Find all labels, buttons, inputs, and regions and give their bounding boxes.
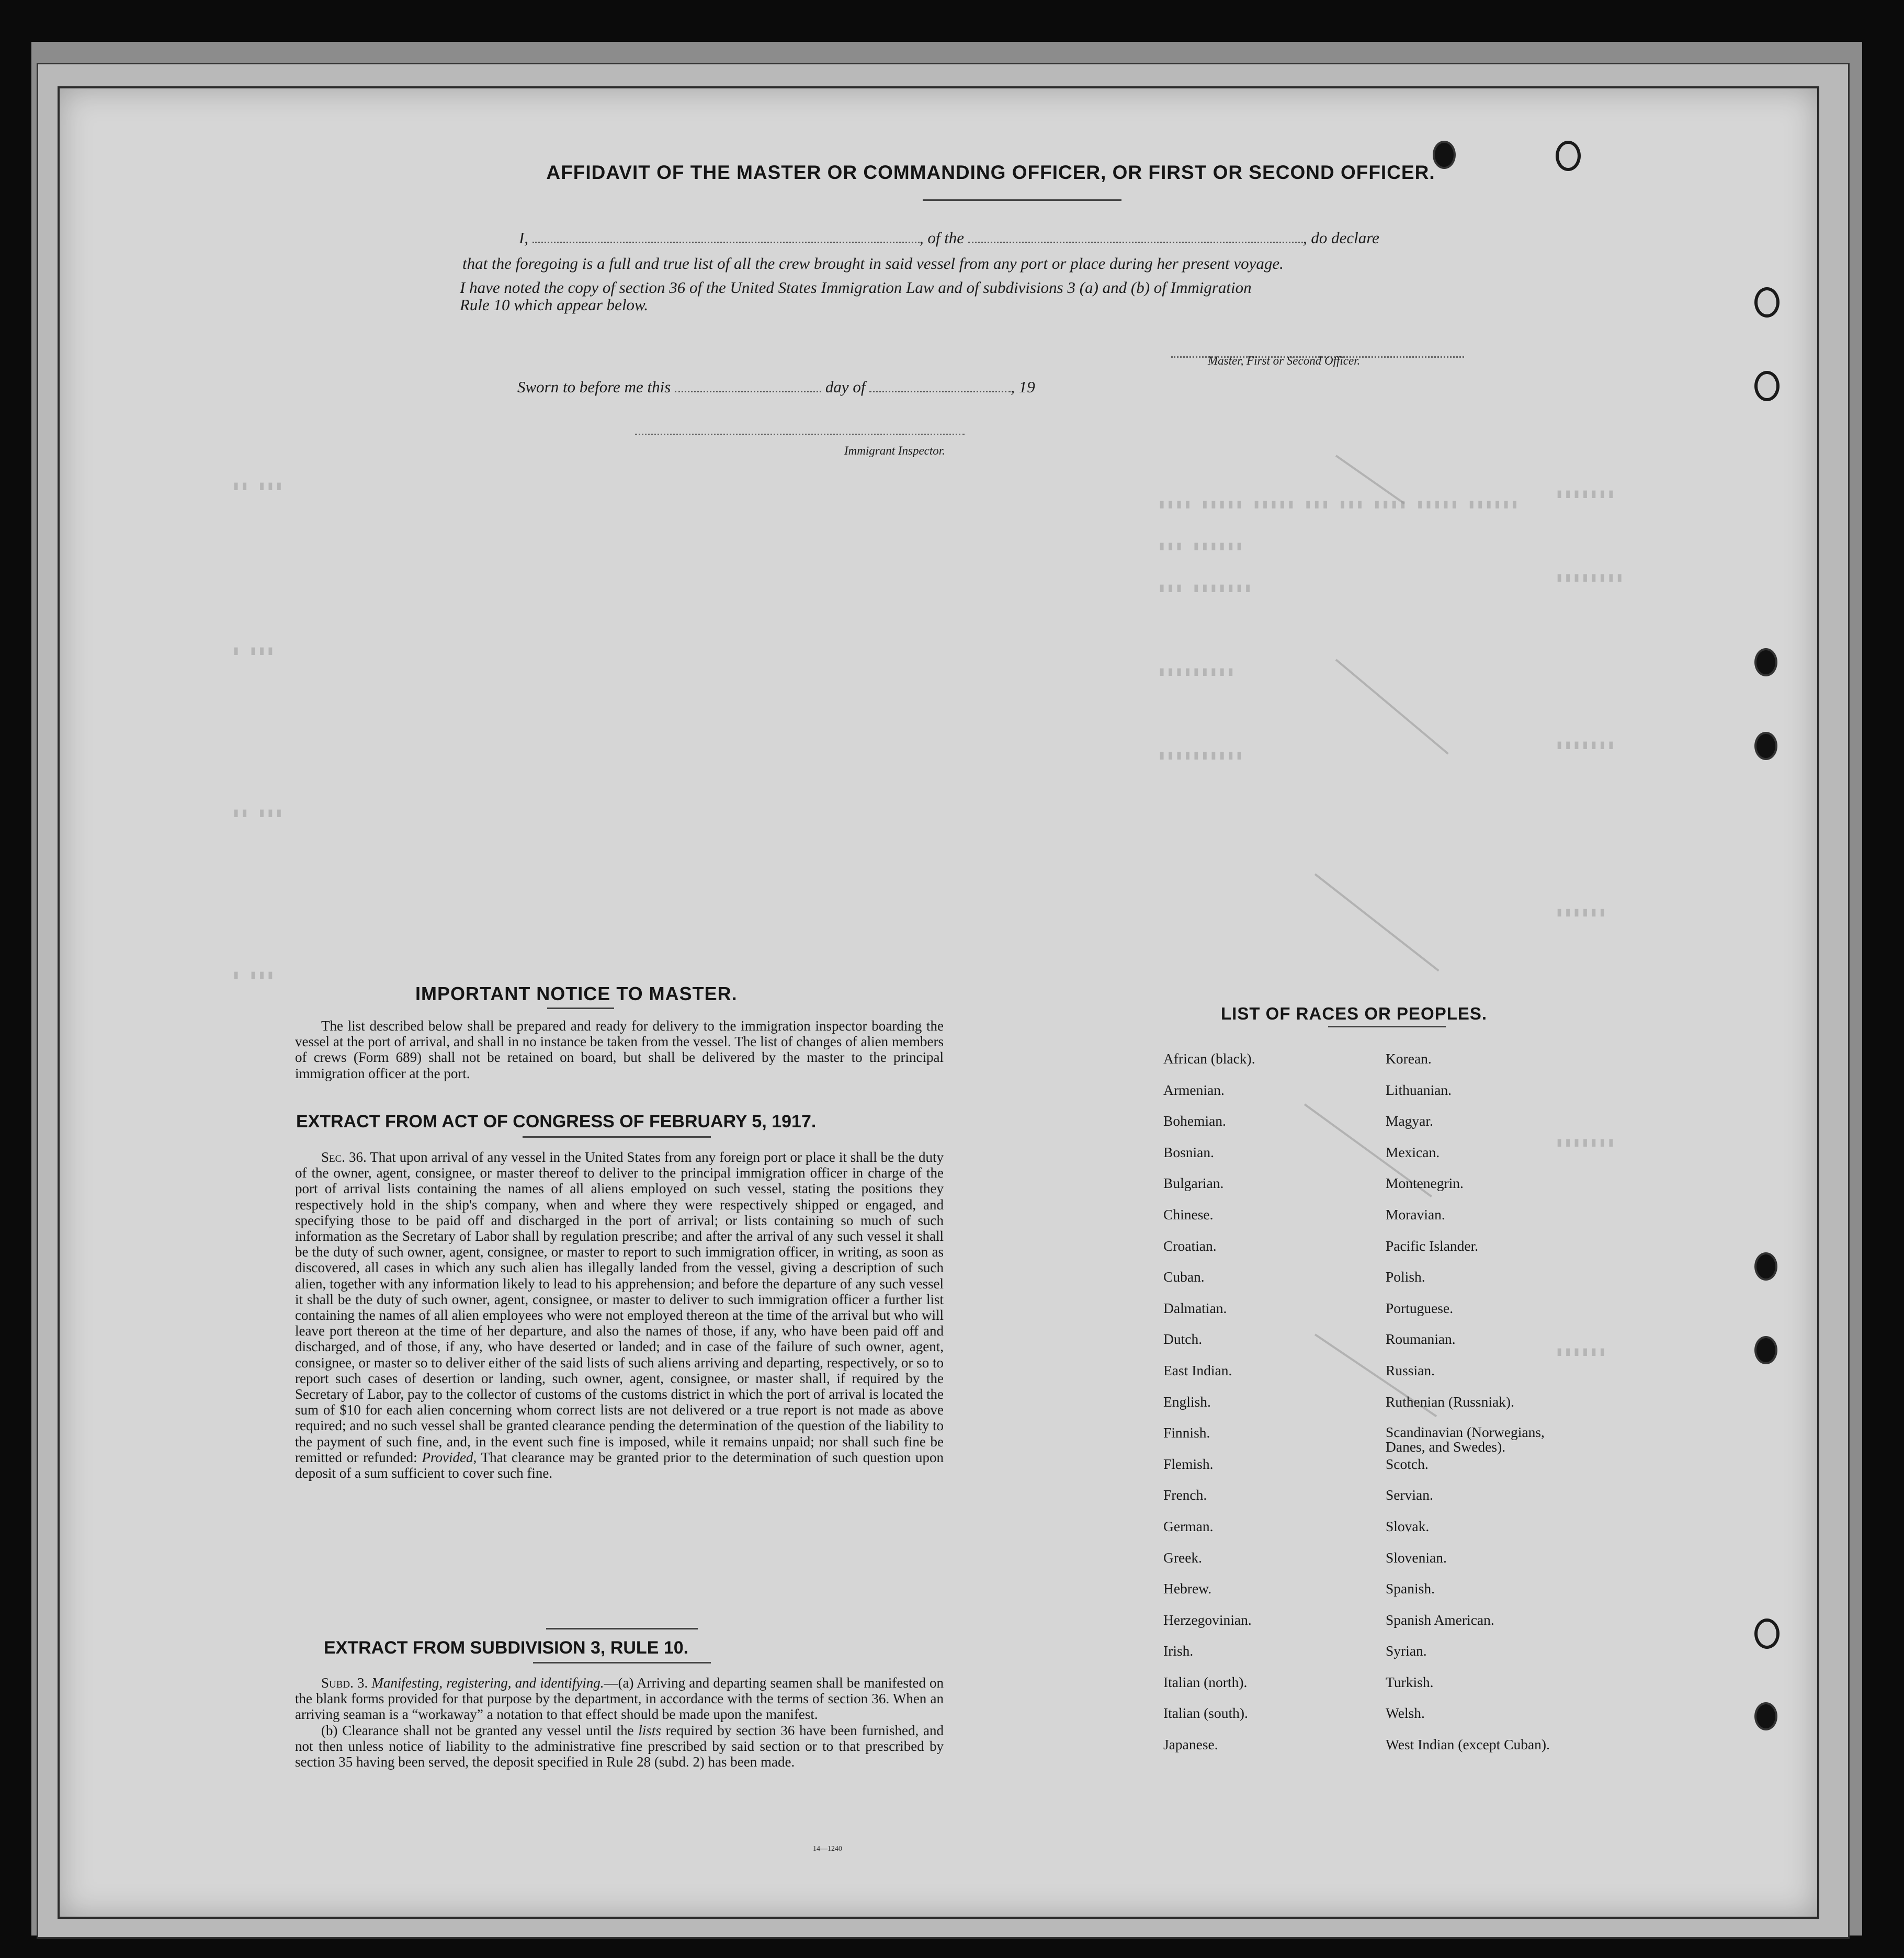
race-item: Herzegovinian. — [1163, 1611, 1252, 1628]
affidavit-declaration-line — [519, 229, 1379, 247]
master-caption: Master, First or Second Officer. — [1208, 354, 1361, 367]
affidavit-i-label: I, — [519, 229, 529, 247]
race-item: Pacific Islander. — [1386, 1237, 1479, 1254]
act-section-number: Sec. 36. — [321, 1149, 367, 1165]
vessel-blank[interactable] — [968, 242, 1303, 243]
race-item: Finnish. — [1163, 1424, 1210, 1441]
race-item: Mexican. — [1386, 1144, 1440, 1160]
act-proviso-text: That clearance may be granted prior to the determination of such question upon deposit of a sum sufficient to cover such fine. — [295, 1449, 944, 1481]
affidavit-of-label: , of the — [919, 229, 965, 247]
sworn-month-blank[interactable] — [869, 391, 1011, 392]
race-item: Syrian. — [1386, 1643, 1427, 1659]
race-item: Bosnian. — [1163, 1144, 1215, 1160]
race-item: East Indian. — [1163, 1362, 1232, 1378]
race-item: Montenegrin. — [1386, 1175, 1464, 1192]
binder-hole-icon — [1754, 1619, 1780, 1649]
race-item: Chinese. — [1163, 1206, 1214, 1223]
race-item: Slovak. — [1386, 1518, 1430, 1534]
rule-text-a: —(a) Arriving and departing seamen shall be manifested on the blank forms provided for that purpose by the department, in accordance with the terms of section 36. When an arriving seaman is a “workaway” a notation to that effect should be made upon the manifest. — [295, 1675, 944, 1723]
race-item: Portuguese. — [1386, 1299, 1454, 1316]
race-item: Korean. — [1386, 1050, 1432, 1067]
race-item: Italian (south). — [1163, 1705, 1248, 1722]
binder-hole-icon — [1754, 371, 1780, 401]
binder-hole-icon — [1754, 287, 1780, 318]
rule-text-b-suffix: required by section 36 have been furnished, and not then unless notice of liability to the administrative fine prescribed by said section or to that prescribed by section 35 having been served, the deposit specified in Rule 28 (subd. 2) has been made. — [295, 1722, 944, 1770]
race-item: Slovenian. — [1386, 1549, 1447, 1566]
title-underline — [923, 199, 1121, 201]
race-item: Moravian. — [1386, 1206, 1445, 1223]
race-item: Greek. — [1163, 1549, 1203, 1566]
race-item: Dutch. — [1163, 1331, 1203, 1348]
name-blank[interactable] — [532, 242, 920, 243]
rule-extract-text — [295, 1675, 944, 1770]
faded-crew-row: ▮▮▮▮▮▮▮▮ — [1556, 570, 1625, 584]
race-item: Roumanian. — [1386, 1331, 1456, 1348]
affidavit-text-line: that the foregoing is a full and true list of all the crew brought in said vessel from any port or place during her present voyage. — [462, 254, 1284, 273]
inspector-caption: Immigrant Inspector. — [844, 444, 945, 457]
act-extract-title: EXTRACT FROM ACT OF CONGRESS OF FEBRUARY 5, 1917. — [296, 1112, 817, 1131]
check-mark-stroke — [1314, 873, 1440, 971]
faded-crew-row: ▮▮▮▮▮▮▮▮▮▮ — [1158, 748, 1244, 762]
race-item: Turkish. — [1386, 1673, 1434, 1690]
faded-crew-row: ▮▮▮ ▮▮▮▮▮▮▮ — [1158, 580, 1253, 595]
race-item: German. — [1163, 1518, 1214, 1534]
races-right-column — [1386, 1051, 1584, 1768]
race-item: Scandinavian (Norwegians, Danes, and Swedes). — [1386, 1424, 1545, 1455]
race-item: Ruthenian (Russniak). — [1386, 1393, 1514, 1410]
act-proviso-word: Provided, — [422, 1449, 477, 1465]
sworn-line — [517, 378, 1035, 397]
races-underline — [1328, 1026, 1446, 1027]
races-title: LIST OF RACES OR PEOPLES. — [1221, 1004, 1488, 1023]
form-number: 14—1240 — [813, 1845, 842, 1853]
race-item: African (black). — [1163, 1050, 1255, 1067]
affidavit-text-line: I have noted the copy of section 36 of the United States Immigration Law and of subdivisions 3 (a) and (b) of Immigration — [460, 278, 1252, 297]
check-mark-stroke — [1335, 659, 1449, 754]
race-item: Servian. — [1386, 1487, 1433, 1503]
binder-hole-icon — [1754, 1252, 1777, 1281]
binder-hole-icon — [1754, 1702, 1777, 1730]
race-item: English. — [1163, 1393, 1211, 1410]
rule-extract-title: EXTRACT FROM SUBDIVISION 3, RULE 10. — [324, 1638, 689, 1658]
rule-text-b-lists: lists — [638, 1722, 661, 1738]
race-item: Dalmatian. — [1163, 1299, 1227, 1316]
faded-crew-row: ▮▮▮▮▮▮▮ — [1556, 737, 1616, 752]
day-of-label: day of — [825, 378, 866, 396]
race-item: Hebrew. — [1163, 1580, 1212, 1597]
race-item: French. — [1163, 1487, 1207, 1503]
binder-hole-icon — [1754, 732, 1777, 760]
faded-crew-row: ▮ ▮▮▮ — [232, 643, 276, 658]
notice-underline — [547, 1008, 614, 1009]
manifest-sheet — [58, 86, 1819, 1919]
races-left-column — [1163, 1051, 1255, 1768]
faded-crew-row: ▮▮▮▮▮▮ — [1556, 904, 1607, 919]
faded-crew-row: ▮▮▮▮ ▮▮▮▮▮ ▮▮▮▮▮ ▮▮▮ ▮▮▮ ▮▮▮▮ ▮▮▮▮▮ ▮▮▮▮▮▮ — [1158, 496, 1520, 511]
notice-text: The list described below shall be prepared and ready for delivery to the immigration inspector boarding the vessel at the port of arrival, and shall in no instance be taken from the vessel. The list of changes of alien members of crews (Form 689) shall not be retained on board, but shall be delivered by the master to the principal immigration officer at the port. — [295, 1018, 944, 1081]
act-section-body: That upon arrival of any vessel in the United States from any foreign port or place it shall be the duty of the owner, agent, consignee, or master thereof to deliver to the principal immigration officer in charge of the port of arrival lists containing the names of all aliens employed on such vessel, stating the positions they respectively hold in the ship's company, when and where they were respectively shipped or engaged, and specifying those to be paid off and discharged in the port of arrival; or lists containing so much of such information as the Secretary of Labor shall by regulation prescribe; and after the arrival of any such vessel it shall be the duty of such owner, agent, consignee, or master to report to such immigration officer, in writing, as soon as discovered, all cases in which any such alien has illegally landed from the vessel, giving a description of such alien, together with any information likely to lead to his apprehension; and before the departure of any such vessel it shall be the duty of such owner, agent, consignee, or master to deliver to such immigration officer a further list containing the names of all alien employees who were not employed thereon at the time of the arrival but who will leave port thereon at the time of her departure, and also the names of those, if any, who have been paid off and discharged, and of those, if any, who have deserted or landed; and in case of the failure of such owner, agent, consignee, or master so to deliver either of the said lists of such aliens arriving and departing, respectively, or so to report such cases of desertion or landing, such owner, agent, consignee, or master shall, if required by the Secretary of Labor, pay to the collector of customs of the customs district in which the port of arrival is located the sum of $10 for each alien concerning whom correct lists are not delivered or a true report is not made as above required; and no such vessel shall be granted clearance pending the determination of the question of the liability to the payment of such fine, and, in the event such fine is imposed, while it remains unpaid; nor shall such fine be remitted or refunded: — [295, 1149, 944, 1465]
faded-crew-row: ▮▮▮▮▮▮ — [1556, 1344, 1607, 1359]
race-item: Lithuanian. — [1386, 1081, 1452, 1098]
race-item: Russian. — [1386, 1362, 1435, 1378]
binder-hole-icon — [1556, 141, 1581, 171]
act-underline — [523, 1136, 711, 1138]
race-item: Bulgarian. — [1163, 1175, 1224, 1192]
race-item: Italian (north). — [1163, 1673, 1248, 1690]
race-item: Japanese. — [1163, 1736, 1218, 1753]
section-divider — [546, 1628, 698, 1629]
faded-crew-row: ▮▮▮▮▮▮▮ — [1556, 1135, 1616, 1149]
race-item: Spanish American. — [1386, 1611, 1494, 1628]
race-item: Irish. — [1163, 1643, 1194, 1659]
faded-crew-row: ▮▮▮▮▮▮▮ — [1556, 486, 1616, 501]
affidavit-text-line: Rule 10 which appear below. — [460, 296, 649, 314]
rule-underline — [533, 1662, 711, 1663]
faded-crew-row: ▮▮ ▮▮▮ — [232, 805, 284, 820]
race-item: Welsh. — [1386, 1705, 1425, 1722]
affidavit-title: AFFIDAVIT OF THE MASTER OR COMMANDING OFFICER, OR FIRST OR SECOND OFFICER. — [546, 162, 1435, 183]
affidavit-declare-label: , do declare — [1302, 229, 1379, 247]
sworn-label: Sworn to before me this — [517, 378, 671, 396]
race-item: Armenian. — [1163, 1081, 1225, 1098]
race-item: Scotch. — [1386, 1455, 1429, 1472]
faded-crew-row: ▮▮▮ ▮▮▮▮▮▮ — [1158, 538, 1244, 553]
race-item: Cuban. — [1163, 1269, 1205, 1285]
binder-hole-icon — [1754, 1336, 1777, 1364]
year-label: , 19 — [1011, 378, 1035, 396]
inspector-signature-line[interactable] — [635, 434, 965, 435]
race-item: West Indian (except Cuban). — [1386, 1736, 1550, 1753]
rule-subdivision-heading: Manifesting, registering, and identifying. — [371, 1675, 604, 1691]
faded-crew-row: ▮▮ ▮▮▮ — [232, 478, 284, 493]
faded-crew-row: ▮▮▮▮▮▮▮▮▮ — [1158, 664, 1236, 678]
race-item: Flemish. — [1163, 1455, 1214, 1472]
binder-hole-icon — [1754, 648, 1777, 676]
race-item: Bohemian. — [1163, 1113, 1226, 1129]
rule-subdivision-number: Subd. 3. — [321, 1675, 368, 1691]
race-item: Croatian. — [1163, 1237, 1217, 1254]
race-item: Polish. — [1386, 1269, 1425, 1285]
race-item: Magyar. — [1386, 1113, 1433, 1129]
race-item: Spanish. — [1386, 1580, 1435, 1597]
sworn-day-blank[interactable] — [675, 391, 821, 392]
rule-text-b-prefix: (b) Clearance shall not be granted any vessel until the — [321, 1722, 634, 1738]
faded-crew-row: ▮ ▮▮▮ — [232, 967, 276, 982]
act-extract-text — [295, 1149, 944, 1481]
notice-title: IMPORTANT NOTICE TO MASTER. — [415, 983, 738, 1004]
